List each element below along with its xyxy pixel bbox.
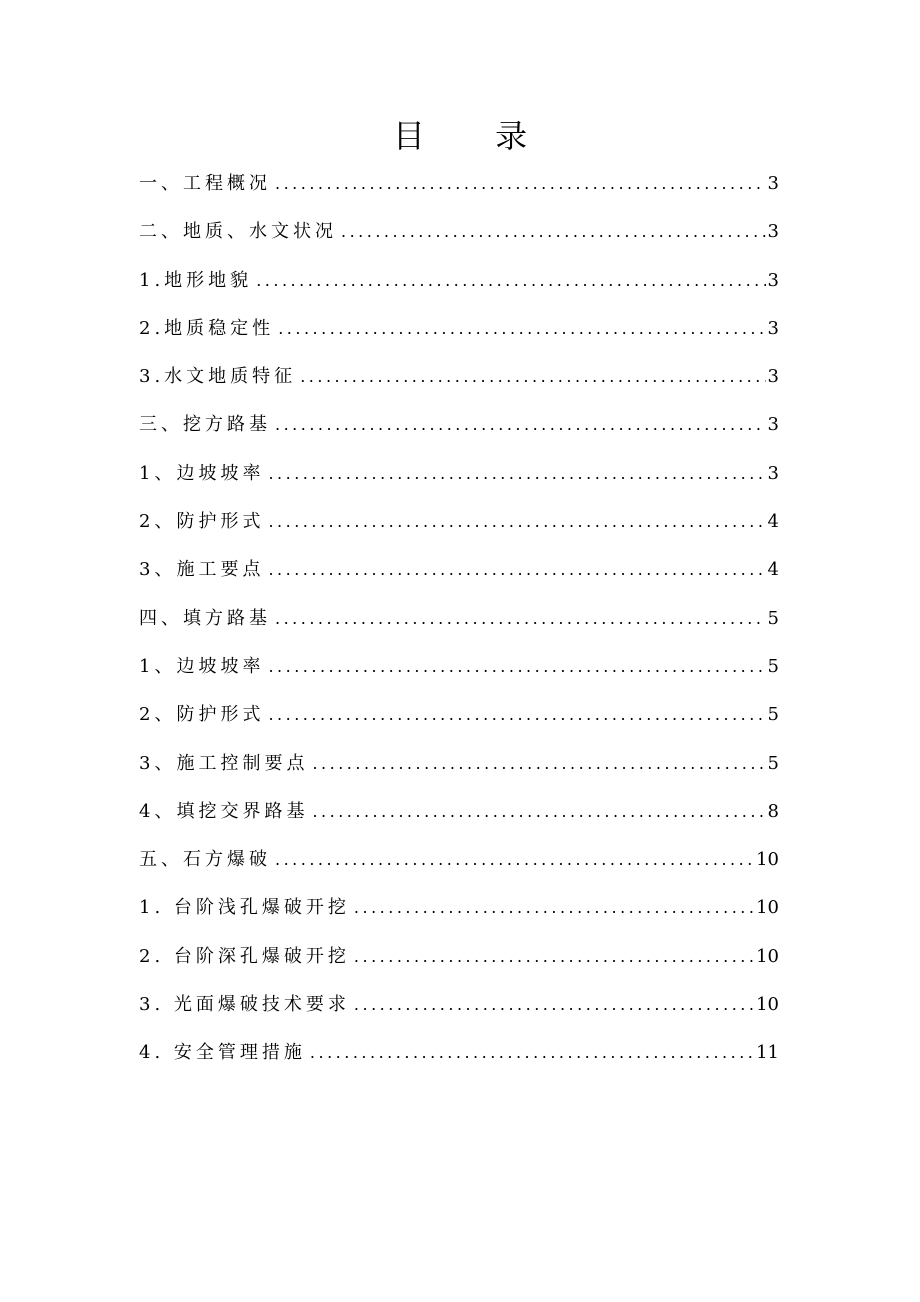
- dot-leader: [312, 740, 765, 788]
- toc-entry-label: 3、施工控制要点: [139, 752, 309, 774]
- toc-entry[interactable]: [139, 546, 779, 594]
- toc-entry-label: 3.水文地质特征: [139, 366, 297, 388]
- toc-entry[interactable]: [139, 498, 779, 546]
- toc-entry-label: 4、填挖交界路基: [139, 800, 309, 822]
- toc-entry[interactable]: [139, 884, 779, 932]
- toc-entry[interactable]: [139, 788, 779, 836]
- toc-entry[interactable]: [139, 643, 779, 691]
- dot-leader: [278, 305, 765, 353]
- toc-entry-page: 3: [767, 366, 779, 388]
- toc-entry[interactable]: [139, 257, 779, 305]
- dot-leader: [275, 836, 754, 884]
- dot-leader: [268, 643, 765, 691]
- toc-entry-label: 一、工程概况: [139, 173, 271, 194]
- toc-entry-page: 8: [767, 800, 779, 822]
- toc-entry[interactable]: [139, 353, 779, 401]
- dot-leader: [354, 884, 754, 932]
- toc-title: 目 录: [392, 117, 558, 155]
- dot-leader: [268, 498, 765, 546]
- dot-leader: [310, 1029, 754, 1077]
- dot-leader: [312, 788, 765, 836]
- toc-entry-label: 四、填方路基: [139, 607, 271, 629]
- toc-entry-page: 4: [767, 511, 779, 533]
- toc-entry-label: 1. 台阶浅孔爆破开挖: [139, 897, 350, 919]
- toc-entry[interactable]: [139, 208, 779, 256]
- toc-entry-page: 3: [767, 173, 779, 194]
- dot-leader: [341, 208, 766, 256]
- toc-entry[interactable]: [139, 595, 779, 643]
- toc-entry-page: 11: [756, 1042, 779, 1064]
- toc-entry[interactable]: [139, 836, 779, 884]
- dot-leader: [300, 353, 765, 401]
- toc-entry[interactable]: [139, 160, 779, 208]
- toc-entry-page: 5: [767, 607, 779, 629]
- toc-entry[interactable]: [139, 691, 779, 739]
- toc-entry-page: 5: [767, 655, 779, 677]
- toc-entry-label: 3、施工要点: [139, 559, 265, 581]
- toc-entry-page: 3: [767, 462, 779, 484]
- toc-entry-page: 3: [767, 414, 779, 436]
- toc-entry[interactable]: [139, 981, 779, 1029]
- dot-leader: [268, 691, 765, 739]
- toc-entry-page: 10: [756, 849, 779, 871]
- toc-entry-page: 4: [767, 559, 779, 581]
- toc-entry-page: 3: [767, 269, 779, 291]
- toc-entry-page: 3: [767, 317, 779, 339]
- toc-entry-label: 2.地质稳定性: [139, 317, 275, 339]
- toc-entry-page: 10: [756, 994, 779, 1016]
- toc-entry[interactable]: [139, 305, 779, 353]
- dot-leader: [275, 160, 766, 208]
- toc-entry-page: 5: [767, 752, 779, 774]
- table-of-contents: [139, 160, 779, 1078]
- dot-leader: [275, 595, 766, 643]
- dot-leader: [275, 401, 766, 449]
- toc-entry-label: 二、地质、水文状况: [139, 221, 337, 243]
- toc-entry-page: 3: [767, 221, 779, 243]
- toc-entry-label: 4. 安全管理措施: [139, 1042, 306, 1064]
- toc-entry-page: 10: [756, 945, 779, 967]
- toc-entry[interactable]: [139, 933, 779, 981]
- toc-entry-label: 2、防护形式: [139, 511, 265, 533]
- toc-entry-page: 10: [756, 897, 779, 919]
- dot-leader: [268, 546, 765, 594]
- toc-entry-label: 1、边坡坡率: [139, 462, 265, 484]
- dot-leader: [354, 933, 754, 981]
- toc-entry[interactable]: [139, 450, 779, 498]
- toc-entry[interactable]: [139, 1029, 779, 1077]
- dot-leader: [354, 981, 754, 1029]
- toc-entry[interactable]: [139, 740, 779, 788]
- toc-entry-label: 2. 台阶深孔爆破开挖: [139, 945, 350, 967]
- toc-entry-label: 五、石方爆破: [139, 849, 271, 871]
- toc-entry-label: 3. 光面爆破技术要求: [139, 994, 350, 1016]
- toc-entry-label: 1.地形地貌: [139, 269, 253, 291]
- dot-leader: [268, 450, 765, 498]
- toc-entry-label: 三、挖方路基: [139, 414, 271, 436]
- toc-entry[interactable]: [139, 401, 779, 449]
- dot-leader: [256, 257, 765, 305]
- toc-entry-label: 2、防护形式: [139, 704, 265, 726]
- toc-entry-page: 5: [767, 704, 779, 726]
- toc-entry-label: 1、边坡坡率: [139, 655, 265, 677]
